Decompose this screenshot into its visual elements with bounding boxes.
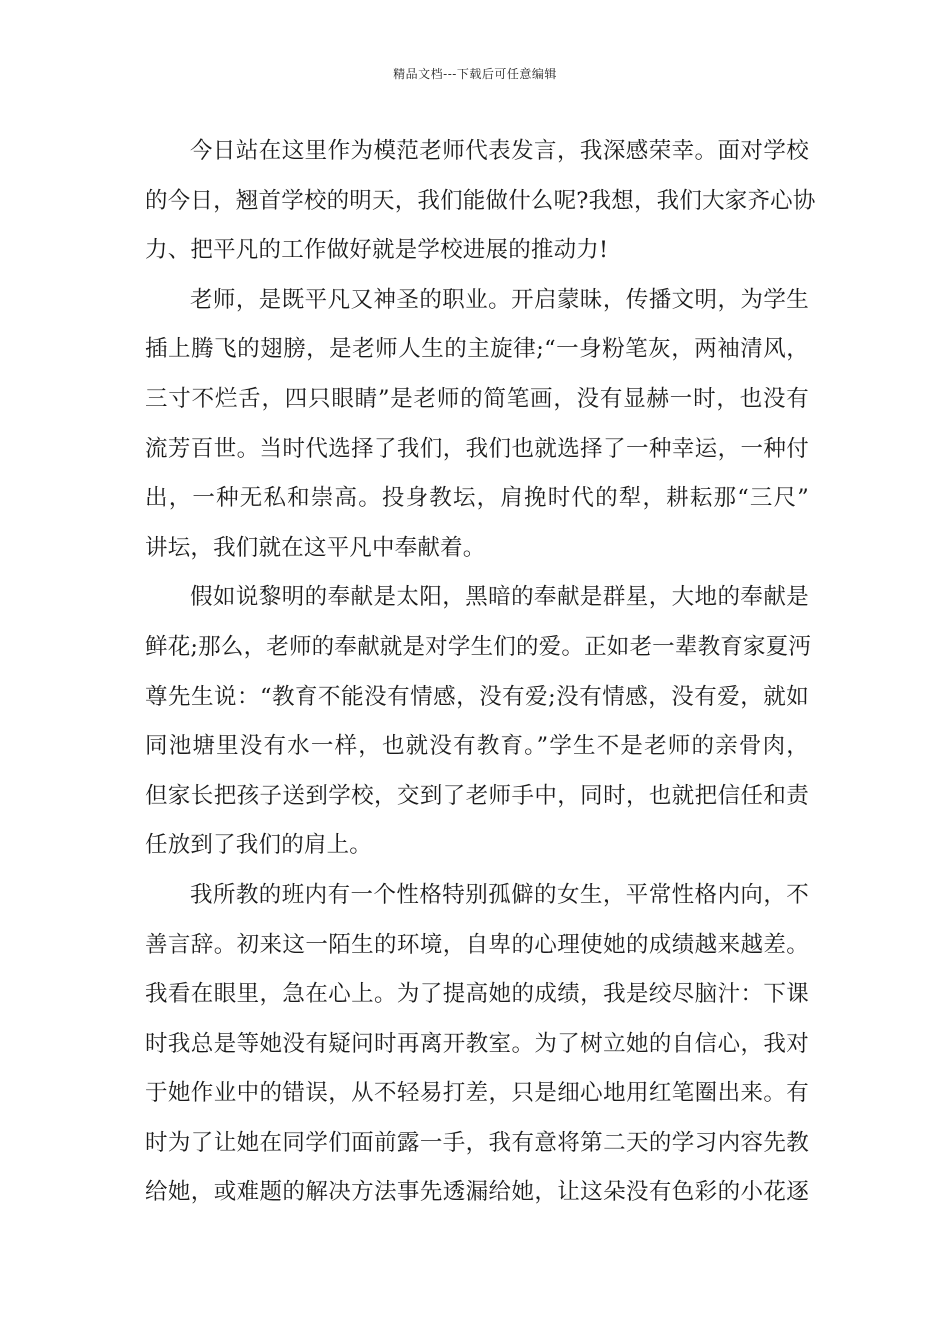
text-line: 我看在眼里，急在心上。为了提高她的成绩，我是绞尽脑汁：下课 bbox=[145, 981, 809, 1008]
text-line: 的今日，翘首学校的明天，我们能做什么呢?我想，我们大家齐心协 bbox=[145, 187, 816, 214]
page-header: 精品文档---下载后可任意编辑 bbox=[393, 67, 557, 81]
text-line: 尊先生说：“教育不能没有情感，没有爱;没有情感，没有爱，就如 bbox=[145, 683, 809, 710]
text-line: 假如说黎明的奉献是太阳，黑暗的奉献是群星，大地的奉献是 bbox=[190, 584, 809, 611]
text-line: 力、把平凡的工作做好就是学校进展的推动力! bbox=[145, 237, 609, 264]
text-line: 三寸不烂舌，四只眼睛”是老师的简笔画，没有显赫一时，也没有 bbox=[145, 385, 809, 412]
text-line: 时我总是等她没有疑问时再离开教室。为了树立她的自信心，我对 bbox=[145, 1030, 809, 1057]
text-line: 我所教的班内有一个性格特别孤僻的女生，平常性格内向，不 bbox=[190, 881, 809, 908]
text-line: 时为了让她在同学们面前露一手，我有意将第二天的学习内容先教 bbox=[145, 1129, 809, 1156]
text-line: 鲜花;那么，老师的奉献就是对学生们的爱。正如老一辈教育家夏沔 bbox=[145, 633, 812, 660]
text-line: 今日站在这里作为模范老师代表发言，我深感荣幸。面对学校 bbox=[190, 138, 809, 164]
text-line: 插上腾飞的翅膀，是老师人生的主旋律;“一身粉笔灰，两袖清风， bbox=[145, 336, 809, 363]
text-line: 讲坛，我们就在这平凡中奉献着。 bbox=[145, 534, 486, 561]
text-line: 同池塘里没有水一样，也就没有教育。”学生不是老师的亲骨肉， bbox=[145, 733, 809, 760]
text-line: 于她作业中的错误，从不轻易打差，只是细心地用红笔圈出来。有 bbox=[145, 1080, 809, 1107]
text-line: 善言辞。初来这一陌生的环境，自卑的心理使她的成绩越来越差。 bbox=[145, 931, 809, 958]
text-line: 老师，是既平凡又神圣的职业。开启蒙昧，传播文明，为学生 bbox=[190, 286, 809, 313]
text-line: 给她，或难题的解决方法事先透漏给她，让这朵没有色彩的小花逐 bbox=[145, 1179, 809, 1206]
text-line: 流芳百世。当时代选择了我们，我们也就选择了一种幸运，一种付 bbox=[145, 435, 809, 462]
body-text bbox=[145, 127, 816, 1218]
text-line: 但家长把孩子送到学校，交到了老师手中，同时，也就把信任和责 bbox=[145, 782, 809, 809]
text-line: 任放到了我们的肩上。 bbox=[145, 832, 373, 859]
text-line: 出，一种无私和崇高。投身教坛，肩挽时代的犁，耕耘那“三尺” bbox=[145, 485, 809, 512]
